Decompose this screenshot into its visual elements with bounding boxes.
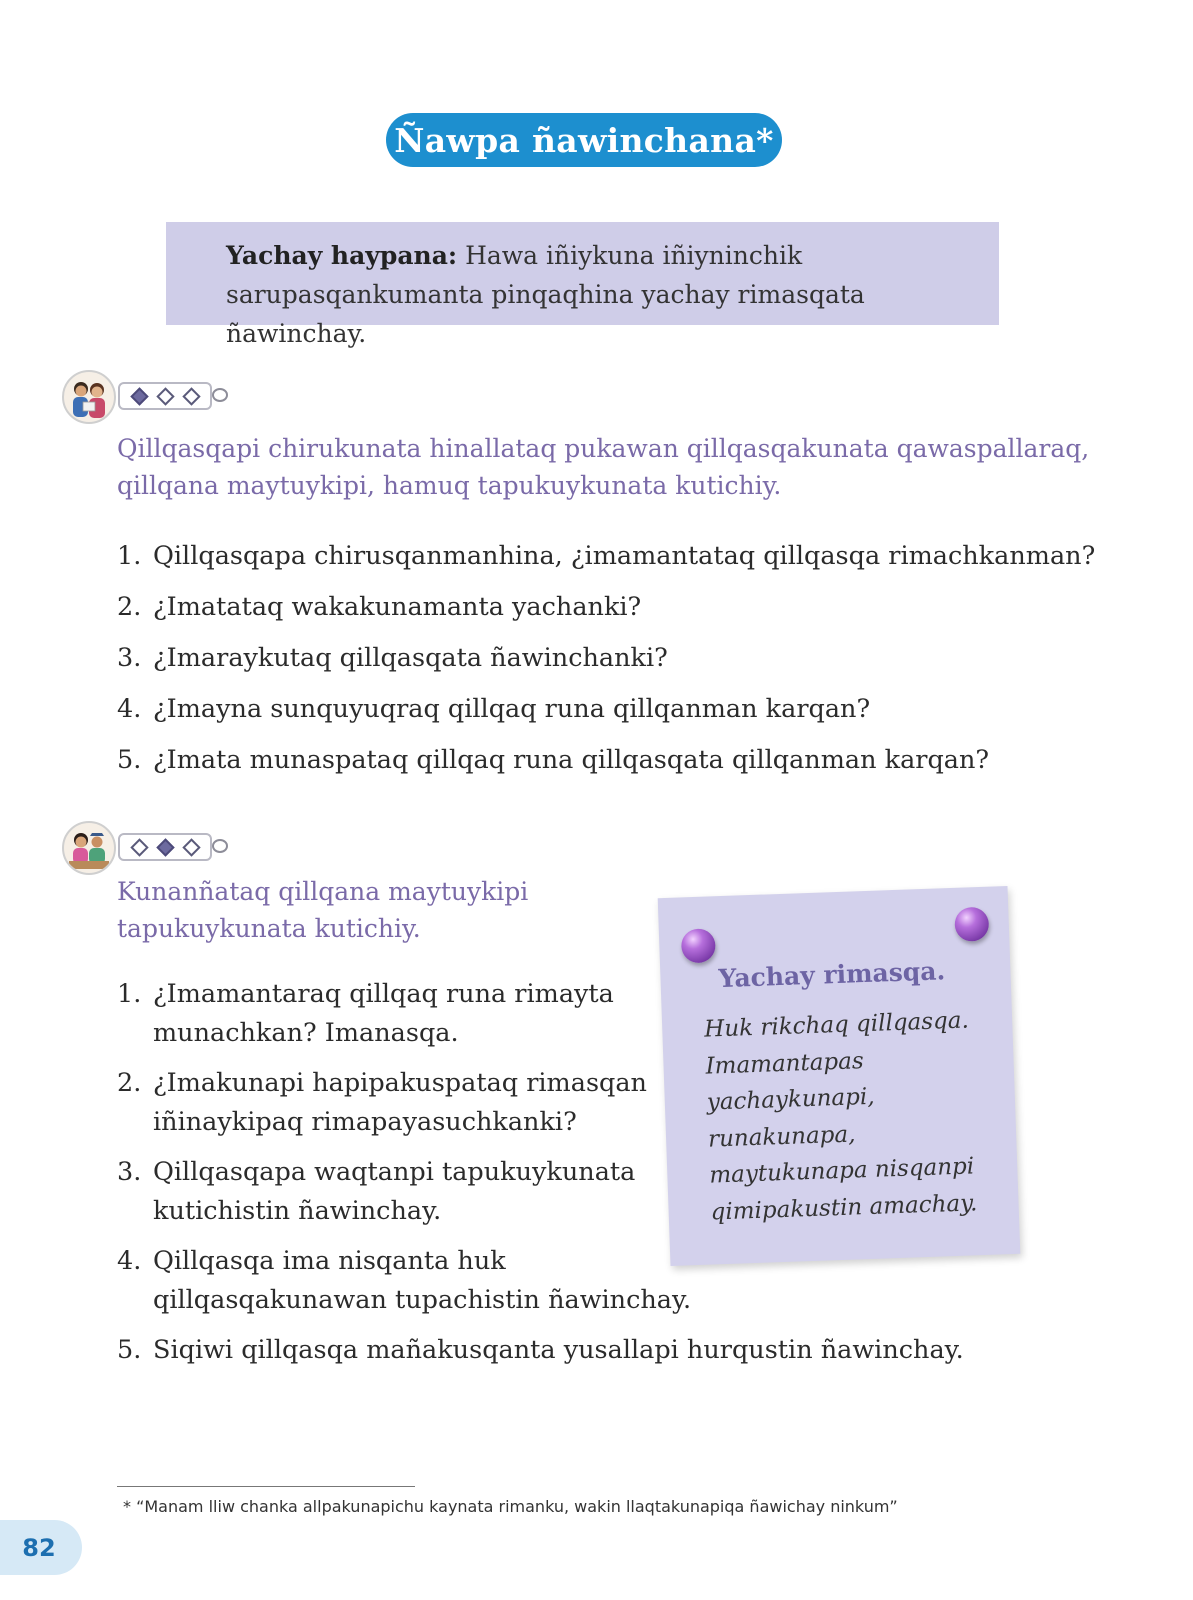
question-item [117,531,1095,582]
note-title: Yachay rimasqa. [718,956,946,994]
question-text: ¿Imatataq wakakunamanta yachanki? [153,592,642,622]
question-number: 2. [117,1068,142,1098]
question-text: Qillqasqapa chirusqanmanhina, ¿imamantataq qillqasqa rimachkanman? [153,541,1096,571]
question-item [117,582,1095,633]
question-number: 3. [117,643,142,673]
note-body [704,1002,1001,1231]
note-line: Huk rikchaq qillqasqa. [703,1007,970,1043]
question-number: 5. [117,745,142,775]
question-text-cont: iñinaykipaq rimapayasuchkanki? [153,1107,577,1137]
pushpin-icon [681,928,716,963]
footnote: * “Manam lliw chanka allpakunapichu kaynata rimanku, wakin llaqtakunapiqa ñawichay ninkum” [123,1497,898,1516]
question-text: ¿Imakunapi hapipakuspataq rimasqan [153,1068,647,1098]
activity1-instruction-line1: Qillqasqapi chirukunata hinallataq pukawan qillqasqakunata qawaspallaraq, [117,434,1090,463]
activity1-instruction-line2: qillqana maytuykipi, hamuq tapukuykunata kutichiy. [117,471,782,500]
students-writing-icon [62,821,116,875]
section-title: Ñawpa ñawinchana* [386,113,782,167]
question-number: 2. [117,592,142,622]
note-line: qimipakustin amachay. [710,1189,978,1226]
note-line: yachaykunapi, [706,1083,875,1116]
question-item [117,633,1095,684]
question-number: 4. [117,1246,142,1276]
activity2-instruction-line2: tapukuykunata kutichiy. [117,914,421,943]
question-item [117,735,1095,786]
question-item [117,684,1095,735]
diamond-empty-icon [182,838,200,856]
students-reading-icon [62,370,116,424]
question-text: Siqiwi qillqasqa mañakusqanta yusallapi hurqustin ñawinchay. [153,1335,964,1365]
question-text: ¿Imayna sunquyuqraq qillqaq runa qillqanman karqan? [153,694,871,724]
activity1-header [62,370,242,424]
activity2-instruction-line1: Kunanñataq qillqana maytuykipi [117,877,529,906]
question-number: 1. [117,541,142,571]
question-text: Qillqasqa ima nisqanta huk [153,1246,506,1276]
question-text-cont: munachkan? Imanasqa. [153,1018,459,1048]
activity2-header [62,821,242,875]
learning-goal-box [166,222,999,348]
diamond-empty-icon [156,387,174,405]
question-number: 5. [117,1335,142,1365]
activity1-instruction [117,430,1089,504]
footnote-divider [117,1486,415,1487]
diamond-empty-icon [182,387,200,405]
diamond-filled-icon [156,838,174,856]
question-text-cont: qillqasqakunawan tupachistin ñawinchay. [153,1285,692,1315]
note-line: Imamantapas [705,1047,865,1080]
goal-text-line2: sarupasqankumanta pinqaqhina yachay rimasqata ñawinchay. [226,280,865,348]
difficulty-level-tag [118,833,212,861]
question-text-cont: kutichistin ñawinchay. [153,1196,442,1226]
question-text: ¿Imaraykutaq qillqasqata ñawinchanki? [153,643,668,673]
note-line: maytukunapa nisqanpi [708,1153,975,1189]
tag-ring-icon [212,388,228,402]
question-number: 4. [117,694,142,724]
question-number: 1. [117,979,142,1009]
diamond-filled-icon [130,387,148,405]
tag-ring-icon [212,839,228,853]
question-number: 3. [117,1157,142,1187]
sticky-note [658,886,1021,1266]
question-item [117,1331,964,1370]
goal-text-line1: Hawa iñiykuna iñiyninchik [465,241,803,270]
note-line: runakunapa, [707,1120,856,1153]
page-number: 82 [0,1520,82,1575]
goal-label: Yachay haypana: [226,241,458,270]
activity1-question-list [117,531,1095,786]
diamond-empty-icon [130,838,148,856]
difficulty-level-tag [118,382,212,410]
question-text: ¿Imata munaspataq qillqaq runa qillqasqata qillqanman karqan? [153,745,990,775]
pushpin-icon [954,907,989,942]
question-text: Qillqasqapa waqtanpi tapukuykunata [153,1157,636,1187]
activity2-instruction [117,873,528,947]
question-text: ¿Imamantaraq qillqaq runa rimayta [153,979,614,1009]
